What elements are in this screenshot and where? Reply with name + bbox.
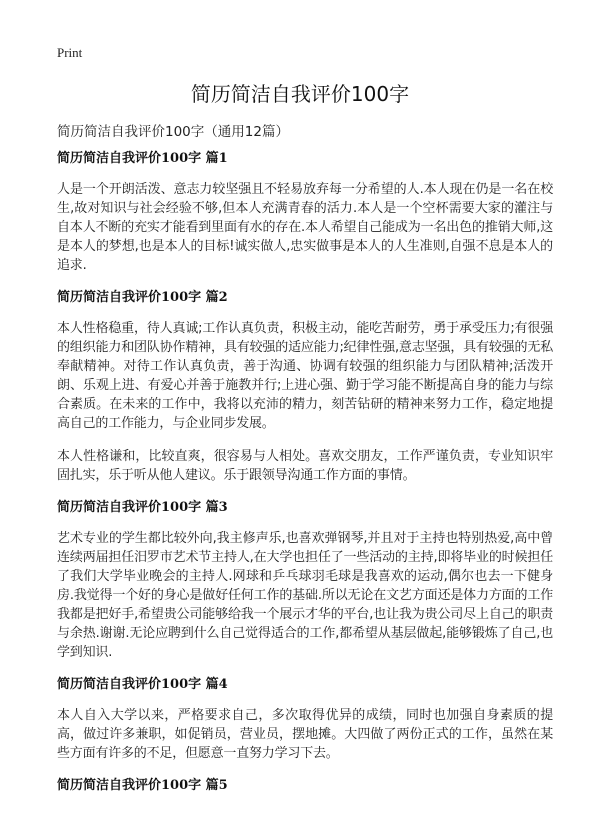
paragraph: 人是一个开朗活泼、意志力较坚强且不轻易放弃每一分希望的人.本人现在仍是一名在校生,故对知识与社会经验不够,但本人充满青春的活力.本人是一个空杯需要大家的灌注与自本人不断的充实才能看到里面有水的存在.本人希望自己能成为一名出色的推销大师,这是本人的梦想,也是本人的目标!诚实做人,忠实做事是本人的人生准则,自强不息是本人的追求.	[57, 182, 553, 273]
paragraph: 艺术专业的学生都比较外向,我主修声乐,也喜欢弹钢琴,并且对于主持也特别热爱,高中曾连续两届担任汨罗市艺术节主持人,在大学也担任了一些活动的主持,即将毕业的时候担任了我们大学毕业晚会的主持人.网球和乒乓球羽毛球是我喜欢的运动,偶尔也去一下健身房.我觉得一个好的身心是做好任何工作的基础.所以无论在文艺方面还是体力方面的工作我都是把好手,希望贵公司能够给我一个展示才华的平台,也让我为贵公司尽上自己的职责与余热.谢谢.无论应聘到什么自己觉得适合的工作,都希望从基层做起,能够锻炼了自己,也学到知识.	[57, 531, 553, 660]
article-body	[57, 150, 553, 807]
section-3	[57, 499, 553, 662]
section-heading: 简历简洁自我评价100字 篇5	[57, 778, 228, 793]
page-title: 简历简洁自我评价100字	[190, 82, 410, 106]
paragraph: 本人性格谦和，比较直爽，很容易与人相处。喜欢交朋友，工作严谨负责，专业知识牢固扎实，乐于听从他人建议。乐于跟领导沟通工作方面的事情。	[57, 449, 553, 483]
section-heading: 简历简洁自我评价100字 篇1	[57, 151, 228, 166]
section-heading: 简历简洁自我评价100字 篇2	[57, 290, 228, 305]
section-heading: 简历简洁自我评价100字 篇4	[57, 677, 228, 692]
paragraph: 本人性格稳重，待人真诚;工作认真负责，积极主动，能吃苦耐劳，勇于承受压力;有很强的组织能力和团队协作精神，具有较强的适应能力;纪律性强,意志坚强，具有较强的无私奉献精神。对待工作认真负责，善于沟通、协调有较强的组织能力与团队精神;活泼开朗、乐观上进、有爱心并善于施教并行;上进心强、勤于学习能不断提高自身的能力与综合素质。在未来的工作中，我将以充沛的精力，刻苦钻研的精神来努力工作，稳定地提高自己的工作能力，与企业同步发展。	[57, 321, 553, 431]
section-1	[57, 150, 553, 275]
print-link[interactable]: Print	[57, 45, 83, 60]
document-subtitle: 简历简洁自我评价100字（通用12篇）	[57, 124, 289, 140]
section-5	[57, 777, 553, 795]
section-4	[57, 676, 553, 763]
section-2	[57, 289, 553, 485]
section-heading: 简历简洁自我评价100字 篇3	[57, 500, 228, 515]
paragraph: 本人自入大学以来，严格要求自己，多次取得优异的成绩，同时也加强自身素质的提高，做过许多兼职，如促销员，营业员，摆地摊。大四做了两份正式的工作，虽然在某些方面有许多的不足，但愿意一直努力学习下去。	[57, 708, 553, 761]
